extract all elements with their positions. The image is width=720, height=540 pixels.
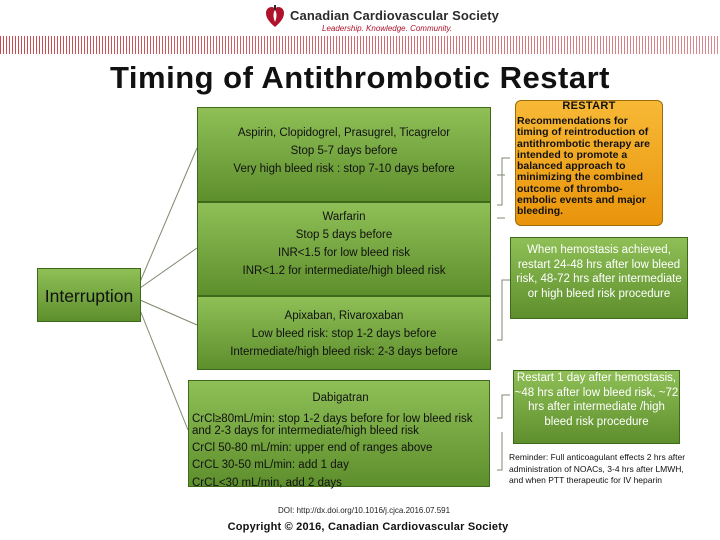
warfarin-line-1: Warfarin: [322, 211, 366, 223]
apixaban-line-1: Apixaban, Rivaroxaban: [284, 310, 404, 322]
warfarin-line-4: INR<1.2 for intermediate/high bleed risk: [242, 265, 446, 277]
hemostasis-restart-box: When hemostasis achieved, restart 24-48 hrs after low bleed risk, 48-72 hrs after intermediate or high bleed risk procedure: [510, 237, 688, 319]
apixaban-line-3: Intermediate/high bleed risk: 2-3 days before: [230, 346, 458, 358]
connector-dabigatran: [140, 310, 188, 430]
interruption-box: Interruption: [37, 268, 141, 322]
aspirin-line-3: Very high bleed risk : stop 7-10 days before: [233, 163, 455, 175]
recommendations-text: Recommendations for timing of reintroduction of antithrombotic therapy are intended to promote a balanced approach to minimizing the combined outcome of thrombo-embolic events and major bleeding.: [517, 115, 651, 218]
apixaban-line-2: Low bleed risk: stop 1-2 days before: [251, 328, 437, 340]
connector-warfarin: [140, 248, 197, 288]
header-hatch-band: [0, 36, 720, 54]
bracket-aspirin-warfarin: [497, 158, 510, 205]
restart-one-day-box: Restart 1 day after hemostasis, ~48 hrs after low bleed risk, ~72 hrs after intermediate /high bleed risk procedure: [513, 370, 680, 444]
dabigatran-box: [188, 380, 490, 487]
warfarin-line-2: Stop 5 days before: [295, 229, 393, 241]
connector-aspirin: [140, 148, 197, 282]
apixaban-rivaroxaban-box: [197, 296, 491, 370]
organization-name: Canadian Cardiovascular Society: [290, 8, 500, 23]
bracket-apixaban: [497, 280, 510, 340]
copyright-notice: Copyright © 2016, Canadian Cardiovascular Society: [227, 521, 509, 533]
dabigatran-line-4: CrCL 30-50 mL/min: add 1 day: [192, 459, 349, 471]
warfarin-line-3: INR<1.5 for low bleed risk: [278, 247, 410, 259]
bracket-dabigatran: [497, 395, 510, 418]
dabigatran-line-5: CrCL<30 mL/min, add 2 days: [192, 476, 342, 489]
dabigatran-line-3: CrCl 50-80 mL/min: upper end of ranges above: [192, 441, 433, 454]
aspirin-clopidogrel-box: [197, 107, 491, 202]
restart-label: RESTART: [562, 100, 616, 112]
page-title: Timing of Antithrombotic Restart: [110, 60, 610, 95]
doi-citation: DOI: http://dx.doi.org/10.1016/j.cjca.2016.07.591: [277, 506, 451, 515]
connector-apixaban: [140, 300, 197, 325]
dabigatran-line-1: Dabigatran: [312, 392, 369, 404]
aspirin-line-2: Stop 5-7 days before: [290, 145, 398, 157]
aspirin-line-1: Aspirin, Clopidogrel, Prasugrel, Ticagrelor: [237, 127, 451, 139]
reminder-text: Reminder: Full anticoagulant effects 2 hrs after administration of NOACs, 3-4 hrs after LMWH, and when PTT therapeutic for IV heparin: [509, 452, 686, 485]
dabigatran-line-2: CrCl≥80mL/min: stop 1-2 days before for low bleed risk and 2-3 days for intermediate/high bleed risk: [192, 412, 473, 437]
warfarin-box: [197, 202, 491, 296]
ccs-heart-logo-icon: [265, 5, 285, 29]
organization-tagline: Leadership. Knowledge. Community.: [322, 24, 453, 33]
